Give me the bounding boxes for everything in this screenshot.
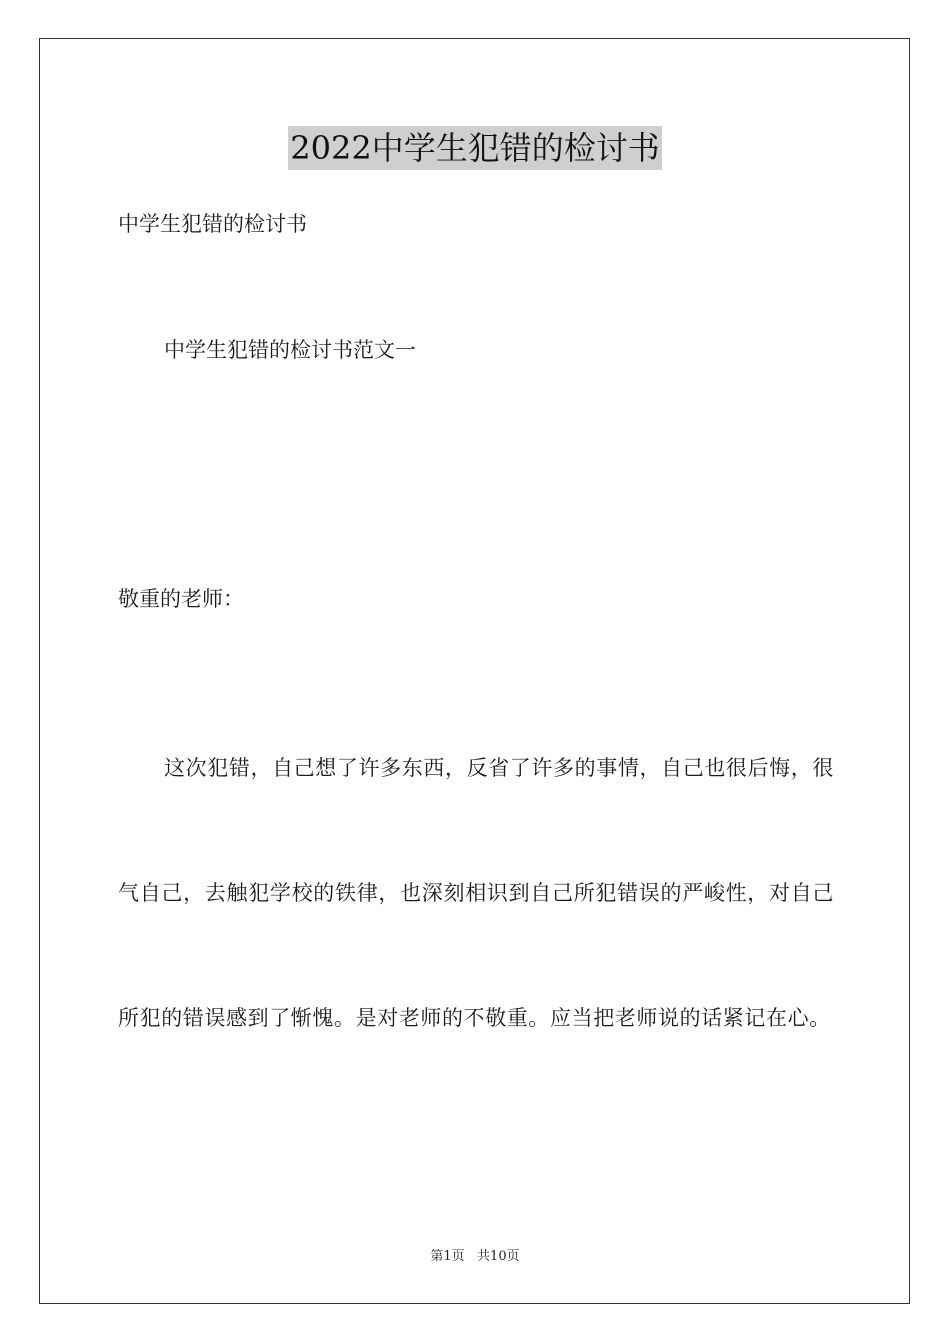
salutation: 敬重的老师： xyxy=(118,587,244,611)
section-heading: 中学生犯错的检讨书范文一 xyxy=(164,338,416,362)
page-footer: 第1页 共10页 xyxy=(430,1249,520,1264)
title-container xyxy=(0,126,950,170)
document-subtitle: 中学生犯错的检讨书 xyxy=(118,212,307,236)
document-title: 2022中学生犯错的检讨书 xyxy=(288,126,661,170)
body-paragraph: 这次犯错，自己想了许多东西，反省了许多的事情，自己也很后悔，很气自己，去触犯学校的铁律，也深刻相识到自己所犯错误的严峻性，对自己所犯的错误感到了惭愧。是对老师的不敬重。应当把老师说的话紧记在心。 xyxy=(118,756,834,1030)
